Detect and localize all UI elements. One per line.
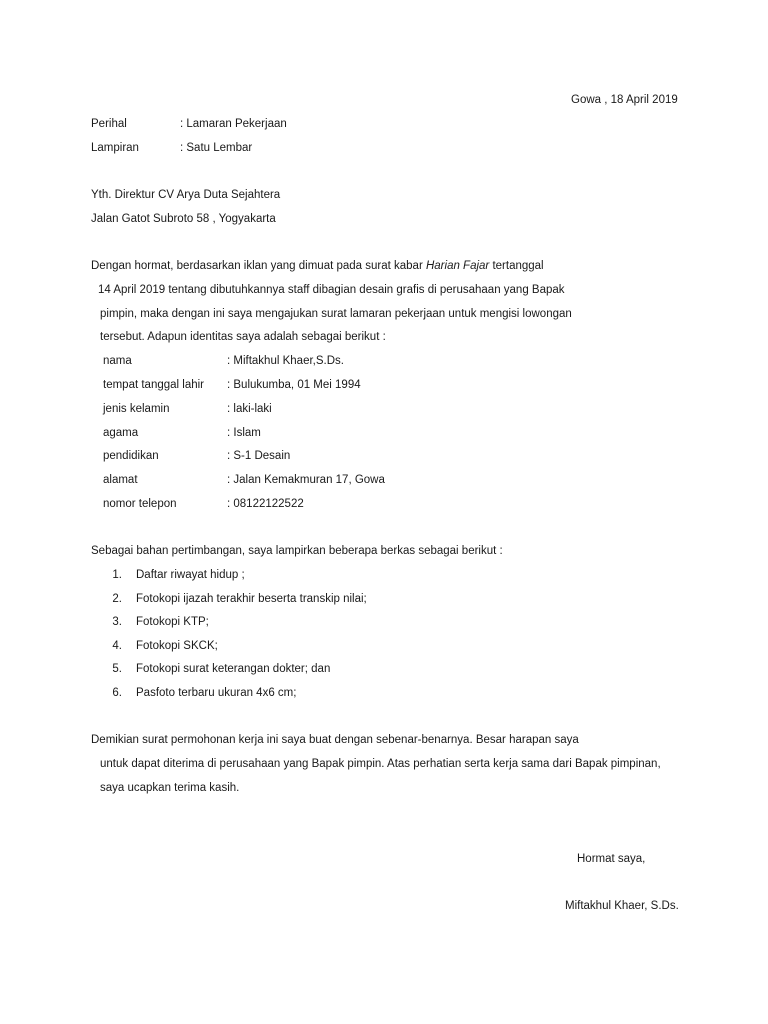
identity-label: nama: [103, 355, 132, 367]
list-item-number: 1.: [112, 569, 122, 581]
identity-label: nomor telepon: [103, 498, 177, 510]
identity-label: alamat: [103, 474, 138, 486]
list-item: Fotokopi KTP;: [136, 616, 209, 628]
opening-line-1-post: tertanggal: [489, 260, 544, 272]
list-item: Fotokopi SKCK;: [136, 640, 218, 652]
identity-value: : S-1 Desain: [227, 450, 291, 462]
opening-line-3: pimpin, maka dengan ini saya mengajukan surat lamaran pekerjaan untuk mengisi lowongan: [100, 308, 572, 320]
identity-label: agama: [103, 427, 139, 439]
attachments-intro: Sebagai bahan pertimbangan, saya lampirkan beberapa berkas sebagai berikut :: [91, 545, 503, 557]
identity-label: tempat tanggal lahir: [103, 379, 205, 391]
identity-label: jenis kelamin: [103, 403, 170, 415]
list-item-number: 6.: [112, 687, 122, 699]
identity-value: : Miftakhul Khaer,S.Ds.: [227, 355, 344, 367]
list-item-number: 2.: [112, 593, 122, 605]
identity-value: : Bulukumba, 01 Mei 1994: [227, 379, 361, 391]
identity-value: : 08122122522: [227, 498, 304, 510]
identity-value: : Jalan Kemakmuran 17, Gowa: [227, 474, 385, 486]
opening-line-2: 14 April 2019 tentang dibutuhkannya staff dibagian desain grafis di perusahaan yang Bapak: [98, 284, 565, 296]
attachment-value: : Satu Lembar: [180, 142, 253, 154]
closing-salutation: Hormat saya,: [577, 853, 646, 865]
opening-line-1-pre: Dengan hormat, berdasarkan iklan yang dimuat pada surat kabar: [91, 260, 426, 272]
list-item: Fotokopi ijazah terakhir beserta transkip nilai;: [136, 593, 367, 605]
attachment-label: Lampiran: [91, 142, 139, 154]
subject-value: : Lamaran Pekerjaan: [180, 118, 287, 130]
closing-line-2: untuk dapat diterima di perusahaan yang Bapak pimpin. Atas perhatian serta kerja sama dari Bapak pimpinan,: [100, 758, 661, 770]
list-item-number: 4.: [112, 640, 122, 652]
newspaper-name: Harian Fajar: [425, 260, 490, 272]
subject-label: Perihal: [91, 118, 127, 130]
list-item: Pasfoto terbaru ukuran 4x6 cm;: [136, 687, 297, 699]
identity-label: pendidikan: [103, 450, 159, 462]
letter-date: Gowa , 18 April 2019: [571, 94, 678, 106]
list-item: Fotokopi surat keterangan dokter; dan: [136, 663, 331, 675]
recipient-address: Jalan Gatot Subroto 58 , Yogyakarta: [91, 213, 276, 225]
list-item: Daftar riwayat hidup ;: [136, 569, 245, 581]
list-item-number: 5.: [112, 663, 122, 675]
identity-value: : laki-laki: [227, 403, 272, 415]
recipient-name: Yth. Direktur CV Arya Duta Sejahtera: [91, 189, 281, 201]
opening-line-1: [91, 259, 544, 273]
list-item-number: 3.: [112, 616, 122, 628]
opening-line-4: tersebut. Adapun identitas saya adalah sebagai berikut :: [100, 331, 386, 343]
signature-name: Miftakhul Khaer, S.Ds.: [565, 900, 679, 912]
closing-line-1: Demikian surat permohonan kerja ini saya buat dengan sebenar-benarnya. Besar harapan saya: [91, 734, 579, 746]
identity-value: : Islam: [227, 427, 261, 439]
closing-line-3: saya ucapkan terima kasih.: [100, 782, 240, 794]
